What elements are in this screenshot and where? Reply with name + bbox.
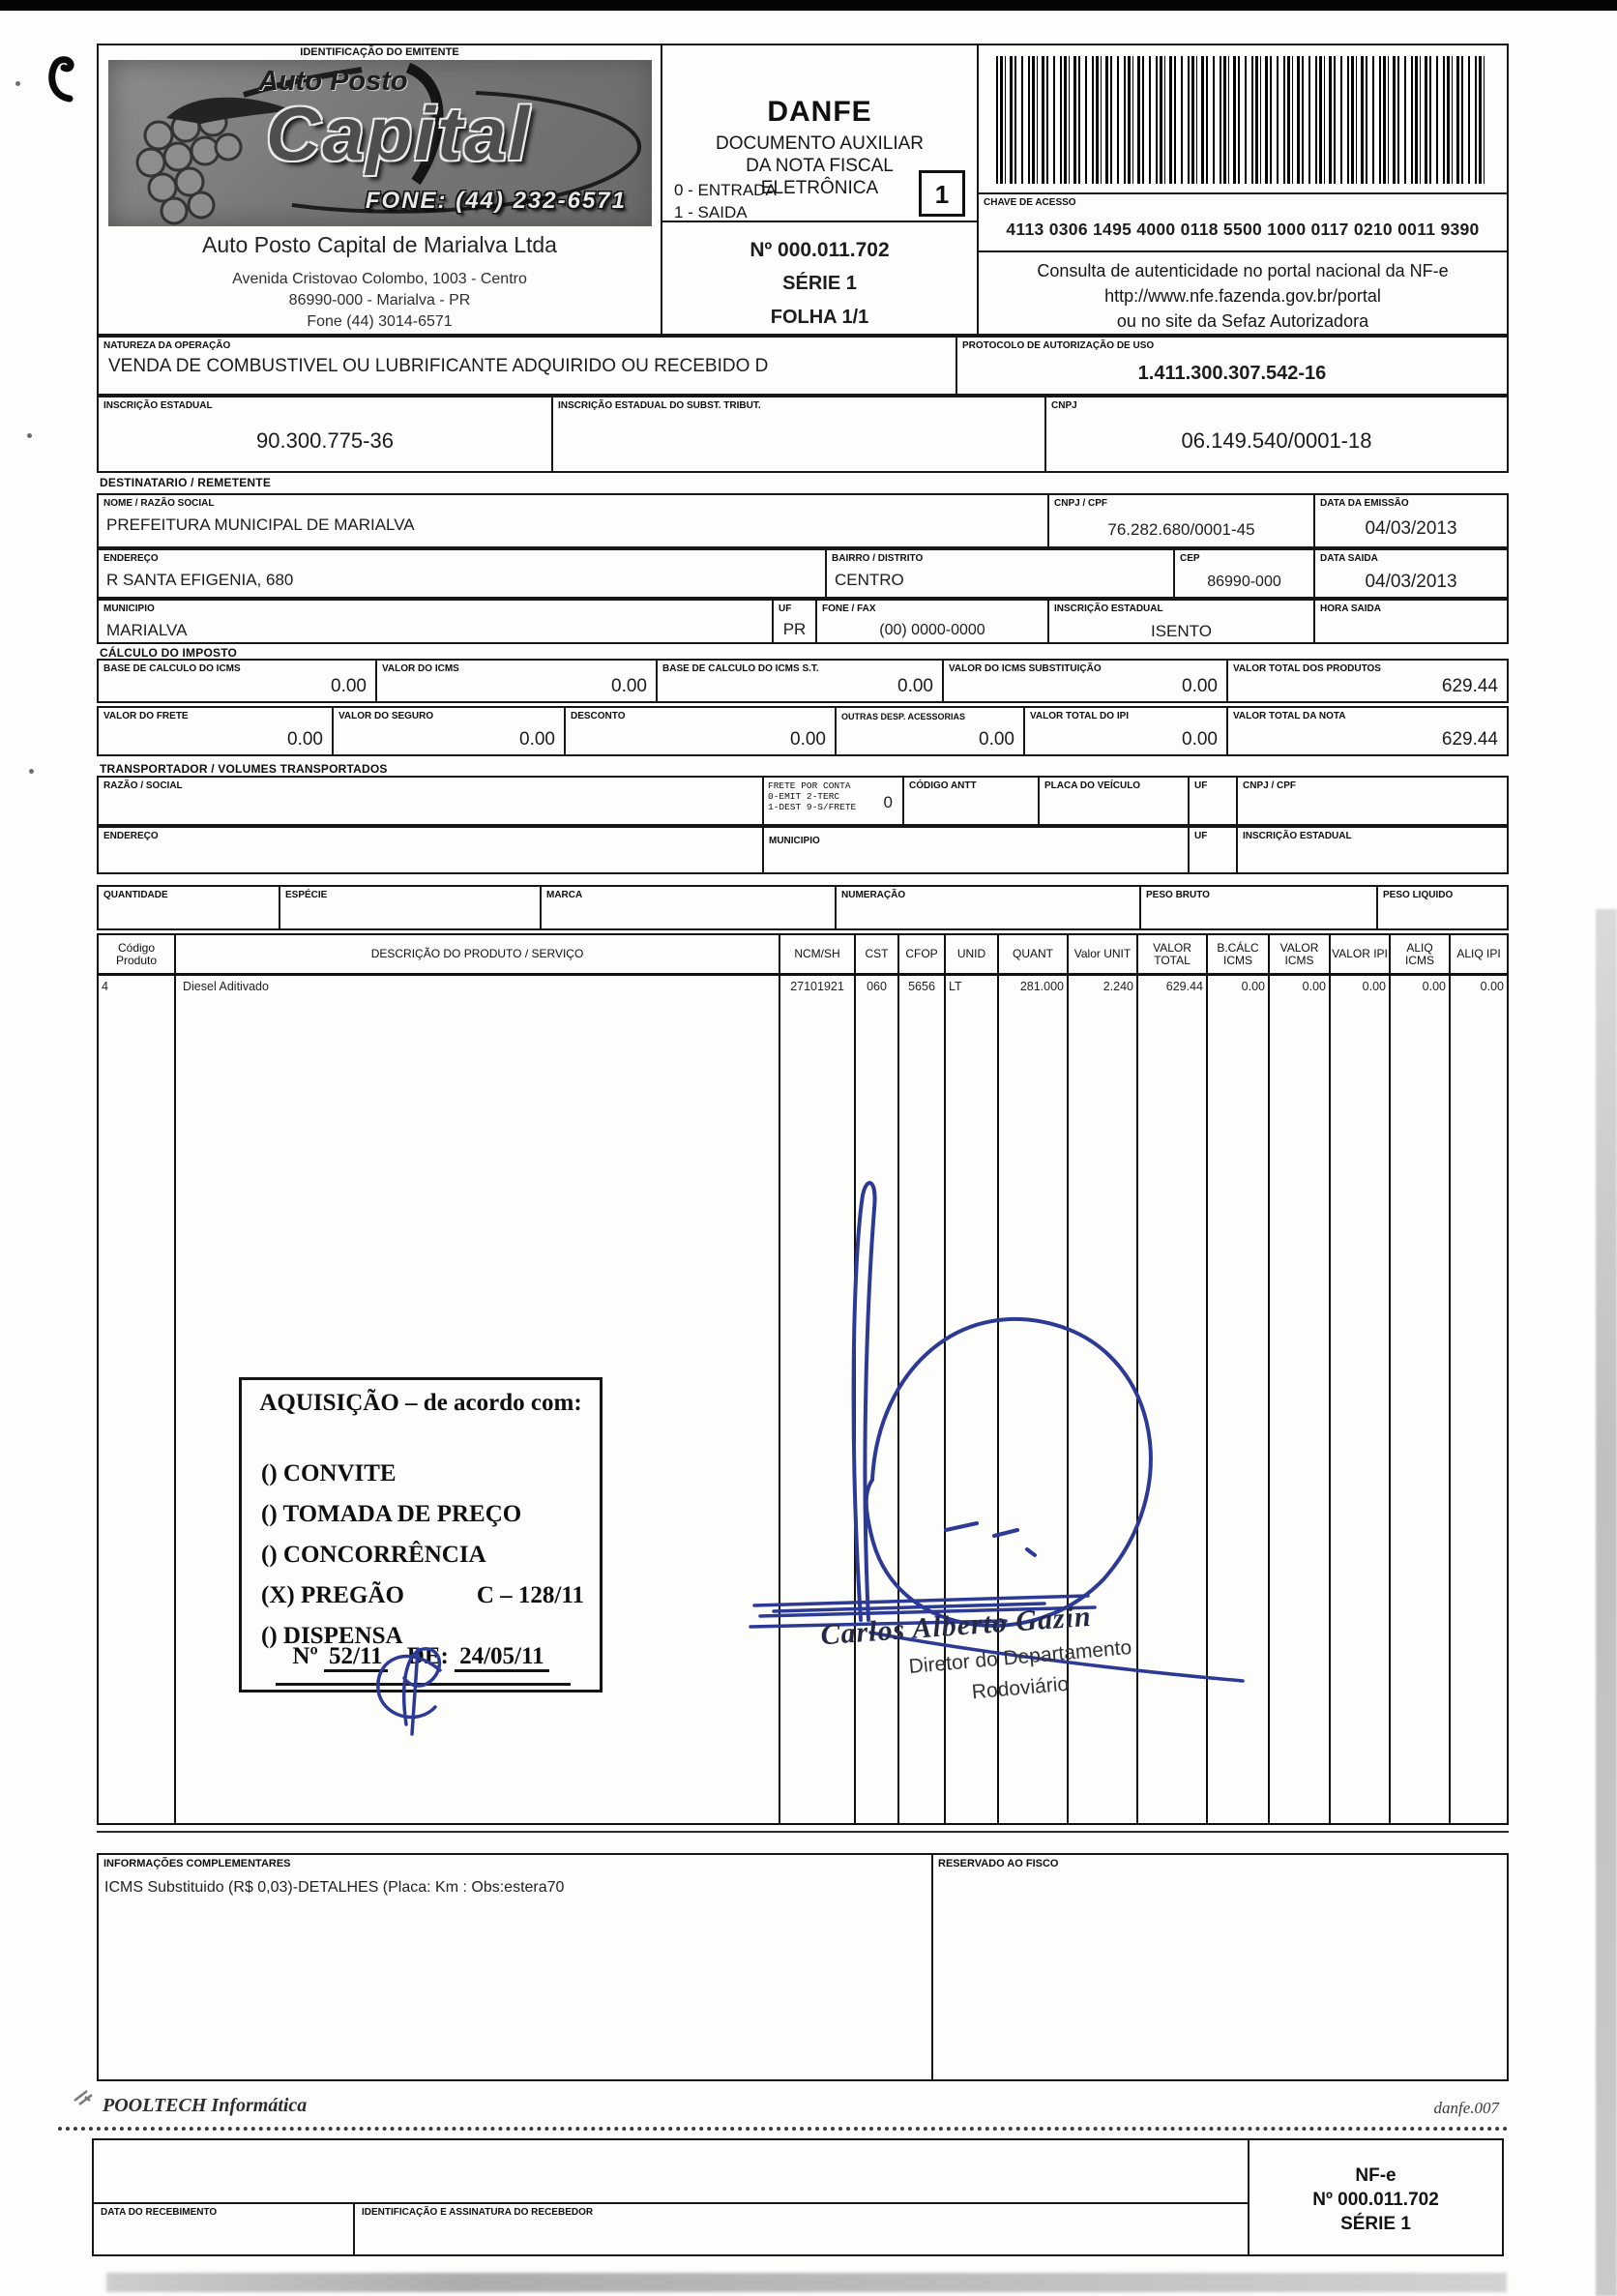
cnpj-box: [1044, 396, 1509, 473]
stamp-num-value: 52/11: [324, 1643, 388, 1672]
dest-bairro-value: CENTRO: [835, 571, 904, 589]
pooltech-logo-icon: [72, 2087, 97, 2108]
imposto-bc-icms-box: [97, 659, 377, 703]
software-vendor: POOLTECH Informática: [103, 2095, 308, 2116]
stamp-option-pregao: [261, 1575, 590, 1616]
dest-uf-value: PR: [782, 620, 807, 638]
danfe-template-ref: danfe.007: [1433, 2099, 1499, 2117]
imposto-bc-icms-st-label: BASE DE CALCULO DO ICMS S.T.: [662, 663, 819, 674]
transp-placa-box: [1038, 776, 1190, 826]
dest-ie-box: [1047, 599, 1315, 644]
info-complementares-label: INFORMAÇÕES COMPLEMENTARES: [103, 1858, 291, 1869]
stamp-pregao-extra: C – 128/11: [476, 1582, 584, 1608]
cell-bcalc-icms: 0.00: [1208, 976, 1270, 1823]
stamp-option-pregao-label: (X) PREGÃO: [261, 1582, 404, 1608]
canhoto-box: [92, 2138, 1504, 2256]
canhoto-nfe-serie: SÉRIE 1: [1340, 2214, 1411, 2234]
ie-subst-label: INSCRIÇÃO ESTADUAL DO SUBST. TRIBUT.: [558, 400, 761, 411]
ie-subst-box: [551, 396, 1046, 473]
col-header-cfop: CFOP: [899, 935, 946, 973]
stamp-option-tomada: () TOMADA DE PREÇO: [261, 1501, 522, 1527]
info-complementares-text: ICMS Substituido (R$ 0,03)-DETALHES (Placa: Km : Obs:estera70: [104, 1879, 565, 1896]
transp-especie-box: [279, 885, 542, 930]
transportador-section-title: TRANSPORTADOR / VOLUMES TRANSPORTADOS: [100, 762, 388, 776]
col-header-aliq-icms: ALIQ ICMS: [1391, 935, 1451, 973]
col-header-descricao: DESCRIÇÃO DO PRODUTO / SERVIÇO: [176, 935, 780, 973]
logo-phone: FONE: (44) 232-6571: [365, 188, 627, 214]
transp-frete-line2: 1-DEST 9-S/FRETE: [768, 802, 857, 812]
signature-name: Carlos Alberto Gazin: [819, 1600, 1093, 1652]
imposto-total-ipi-box: [1023, 706, 1228, 756]
dest-endereco-value: R SANTA EFIGENIA, 680: [106, 571, 294, 589]
imposto-seguro-box: [332, 706, 566, 756]
barcode: [996, 56, 1487, 184]
dest-endereco-label: ENDEREÇO: [103, 553, 159, 564]
transp-cnpj-box: [1236, 776, 1509, 826]
danfe-entrada: 0 - ENTRADA: [674, 181, 777, 199]
danfe-subtitle-1: DOCUMENTO AUXILIAR: [715, 133, 925, 154]
stamp-initials-ink: [348, 1639, 484, 1741]
reservado-fisco-label: RESERVADO AO FISCO: [938, 1858, 1059, 1869]
stamp-num-label: Nº: [292, 1643, 318, 1669]
col-header-codigo: Código Produto: [99, 935, 176, 973]
cnpj-label: CNPJ: [1051, 400, 1077, 411]
signature-role-line1: Diretor do Departamento: [907, 1635, 1133, 1679]
canhoto-vertical-divider: [353, 2202, 355, 2256]
cell-valor-unit: 2.240: [1069, 976, 1138, 1823]
transp-municipio-label: MUNICIPIO: [769, 836, 820, 846]
dest-cep-value: 86990-000: [1207, 574, 1281, 590]
cell-cst: 060: [856, 976, 899, 1823]
danfe-saida: 1 - SAIDA: [674, 203, 748, 221]
protocolo-box: [956, 336, 1509, 396]
consulta-box: [977, 250, 1509, 336]
dest-hora-box: [1313, 599, 1509, 644]
transp-peso-liquido-box: [1376, 885, 1509, 930]
transp-numeracao-label: NUMERAÇÃO: [841, 890, 906, 900]
dest-municipio-label: MUNICIPIO: [103, 603, 155, 614]
dest-nome-label: NOME / RAZÃO SOCIAL: [103, 498, 215, 509]
table-bottom-rule: [97, 1831, 1509, 1833]
imposto-seguro-label: VALOR DO SEGURO: [338, 711, 434, 721]
col-header-valor-ipi: VALOR IPI: [1331, 935, 1391, 973]
perforation-line: [58, 2127, 1509, 2131]
transp-endereco-label: ENDEREÇO: [103, 831, 159, 841]
transp-placa-label: PLACA DO VEÍCULO: [1044, 780, 1141, 791]
natureza-label: NATUREZA DA OPERAÇÃO: [103, 340, 231, 351]
scan-bottom-smudge: [106, 2273, 1507, 2292]
dest-saida-box: [1313, 548, 1509, 599]
cell-ncm: 27101921: [780, 976, 856, 1823]
imposto-total-nota-label: VALOR TOTAL DA NOTA: [1233, 711, 1346, 721]
transp-marca-box: [540, 885, 837, 930]
imposto-total-nota-value: 629.44: [1441, 729, 1498, 750]
emitter-name: Auto Posto Capital de Marialva Ltda: [202, 232, 557, 257]
danfe-tipo-box: 1: [919, 170, 965, 217]
chave-value: 4113 0306 1495 4000 0118 5500 1000 0117 0210 0011 9390: [1006, 220, 1480, 239]
col-header-ncm: NCM/SH: [780, 935, 856, 973]
dest-emissao-label: DATA DA EMISSÃO: [1320, 498, 1409, 509]
transp-qtd-box: [97, 885, 280, 930]
transp-endereco-box: [97, 826, 764, 874]
canhoto-nfe-block: [1248, 2164, 1504, 2236]
col-header-valor-total: VALOR TOTAL: [1138, 935, 1208, 973]
natureza-box: [97, 336, 957, 396]
imposto-desconto-box: [564, 706, 837, 756]
transp-frete-box: [762, 776, 904, 826]
danfe-title: DANFE: [767, 96, 872, 128]
dest-municipio-value: MARIALVA: [106, 621, 188, 639]
danfe-subtitle-3: ELETRÔNICA: [760, 178, 879, 198]
stamp-options: [261, 1454, 590, 1657]
danfe-numero: Nº 000.011.702: [750, 239, 890, 261]
canhoto-data-label: DATA DO RECEBIMENTO: [101, 2207, 218, 2218]
emitter-address: [97, 269, 662, 333]
stamp-option-convite: () CONVITE: [261, 1460, 397, 1487]
dest-cep-label: CEP: [1180, 553, 1200, 564]
chave-label: CHAVE DE ACESSO: [984, 197, 1076, 208]
imposto-seguro-value: 0.00: [519, 729, 555, 750]
consulta-line1: Consulta de autenticidade no portal nacional da NF-e: [1037, 261, 1449, 280]
cell-valor-total: 629.44: [1138, 976, 1208, 1823]
transp-antt-label: CÓDIGO ANTT: [909, 780, 977, 791]
imposto-section-title: CÁLCULO DO IMPOSTO: [100, 646, 238, 660]
transp-uf2-label: UF: [1194, 831, 1208, 841]
cell-quant: 281.000: [999, 976, 1069, 1823]
transp-marca-label: MARCA: [546, 890, 583, 900]
cell-codigo: 4: [99, 976, 176, 1823]
imposto-bc-icms-st-box: [656, 659, 944, 703]
imposto-total-produtos-box: [1226, 659, 1509, 703]
dest-hora-label: HORA SAIDA: [1320, 603, 1381, 614]
col-header-aliq-ipi: ALIQ IPI: [1456, 947, 1501, 960]
protocolo-value: 1.411.300.307.542-16: [1137, 363, 1327, 384]
imposto-desconto-label: DESCONTO: [571, 711, 626, 721]
consulta-text: [979, 252, 1507, 334]
transp-frete-value: 0: [883, 793, 893, 811]
dest-nome-value: PREFEITURA MUNICIPAL DE MARIALVA: [106, 515, 415, 534]
cell-valor-ipi: 0.00: [1331, 976, 1391, 1823]
cell-descricao: Diesel Aditivado: [176, 976, 780, 1823]
reservado-fisco-box: [931, 1853, 1509, 2081]
imposto-bc-icms-label: BASE DE CALCULO DO ICMS: [103, 663, 241, 674]
danfe-divider: [662, 221, 977, 222]
transp-peso-bruto-label: PESO BRUTO: [1146, 890, 1210, 900]
dest-municipio-box: [97, 599, 774, 644]
imposto-valor-icms-box: [375, 659, 658, 703]
transp-especie-label: ESPÉCIE: [285, 890, 328, 900]
scan-speck: [27, 433, 32, 438]
imposto-valor-icms-value: 0.00: [611, 676, 647, 696]
transp-razao-label: RAZÃO / SOCIAL: [103, 780, 183, 791]
danfe-serie: SÉRIE 1: [782, 273, 857, 294]
dest-cep-box: [1173, 548, 1315, 599]
transp-ie-label: INSCRIÇÃO ESTADUAL: [1243, 831, 1352, 841]
consulta-line2: http://www.nfe.fazenda.gov.br/portal: [1104, 286, 1381, 306]
transp-qtd-label: QUANTIDADE: [103, 890, 168, 900]
col-header-quant: QUANT: [999, 935, 1069, 973]
transp-uf-box: [1188, 776, 1238, 826]
imposto-bc-icms-st-value: 0.00: [897, 676, 933, 696]
imposto-total-ipi-label: VALOR TOTAL DO IPI: [1030, 711, 1130, 721]
transp-uf2-box: [1188, 826, 1238, 874]
imposto-icms-subst-value: 0.00: [1182, 676, 1218, 696]
dest-cnpj-label: CNPJ / CPF: [1054, 498, 1108, 509]
dest-endereco-box: [97, 548, 827, 599]
logo-brand-main: Capital: [265, 91, 532, 176]
emitter-address-line1: Avenida Cristovao Colombo, 1003 - Centro: [232, 271, 527, 287]
imposto-total-produtos-value: 629.44: [1441, 676, 1498, 696]
imposto-outras-label: OUTRAS DESP. ACESSORIAS: [841, 712, 966, 721]
dest-bairro-box: [825, 548, 1175, 599]
col-header-valor-unit: Valor UNIT: [1069, 935, 1138, 973]
canhoto-divider: [94, 2202, 1250, 2204]
info-complementares-box: [97, 1853, 933, 2081]
stamp-de-label: DE:: [406, 1643, 449, 1669]
transp-ie-box: [1236, 826, 1509, 874]
dest-ie-label: INSCRIÇÃO ESTADUAL: [1054, 603, 1163, 614]
cell-cfop: 5656: [899, 976, 946, 1823]
imposto-frete-label: VALOR DO FRETE: [103, 711, 189, 721]
canhoto-nfe-title: NF-e: [1355, 2165, 1396, 2186]
signature-role-line2: Rodoviário: [970, 1672, 1070, 1704]
signature-ink: [716, 1151, 1277, 1731]
col-header-cst: CST: [856, 935, 899, 973]
danfe-folha: FOLHA 1/1: [770, 307, 869, 328]
dest-uf-box: [772, 599, 817, 644]
logo-brand-top: Auto Posto: [258, 66, 408, 97]
transp-antt-box: [902, 776, 1040, 826]
cell-valor-icms: 0.00: [1270, 976, 1331, 1823]
transp-frete-line1: 0-EMIT 2-TERC: [768, 791, 840, 802]
imposto-frete-box: [97, 706, 334, 756]
imposto-valor-icms-label: VALOR DO ICMS: [382, 663, 459, 674]
canhoto-nfe-numero: Nº 000.011.702: [1312, 2190, 1439, 2210]
dest-cnpj-box: [1047, 493, 1315, 548]
produtos-header-row: [99, 935, 1507, 976]
transp-numeracao-box: [835, 885, 1141, 930]
dest-fone-box: [815, 599, 1049, 644]
dest-saida-label: DATA SAIDA: [1320, 553, 1378, 564]
dest-saida-value: 04/03/2013: [1365, 572, 1457, 592]
dest-fone-value: (00) 0000-0000: [879, 622, 985, 638]
natureza-value: VENDA DE COMBUSTIVEL OU LUBRIFICANTE ADQUIRIDO OU RECEBIDO D: [108, 356, 769, 376]
dest-ie-value: ISENTO: [1151, 622, 1212, 640]
ie-label: INSCRIÇÃO ESTADUAL: [103, 400, 213, 411]
imposto-icms-subst-label: VALOR DO ICMS SUBSTITUIÇÃO: [949, 663, 1102, 674]
stamp-title: AQUISIÇÃO – de acordo com:: [259, 1390, 582, 1416]
ie-value: 90.300.775-36: [256, 428, 394, 453]
transp-peso-bruto-box: [1139, 885, 1378, 930]
cell-aliq-icms: 0.00: [1391, 976, 1451, 1823]
col-header-unid: UNID: [946, 935, 999, 973]
stamp-option-dispensa: () DISPENSA: [261, 1623, 403, 1649]
dest-uf-label: UF: [779, 603, 792, 614]
emitter-address-line2: 86990-000 - Marialva - PR: [288, 292, 471, 309]
col-header-valor-icms: VALOR ICMS: [1270, 935, 1331, 973]
emitter-section-label: IDENTIFICAÇÃO DO EMITENTE: [300, 46, 459, 58]
transp-razao-box: [97, 776, 764, 826]
ie-box: [97, 396, 553, 473]
canhoto-ident-label: IDENTIFICAÇÃO E ASSINATURA DO RECEBEDOR: [362, 2207, 594, 2218]
transp-municipio-box: [762, 826, 1190, 874]
dest-fone-label: FONE / FAX: [822, 603, 876, 614]
dest-emissao-box: [1313, 493, 1509, 548]
protocolo-label: PROTOCOLO DE AUTORIZAÇÃO DE USO: [962, 340, 1155, 351]
transp-cnpj-label: CNPJ / CPF: [1243, 780, 1297, 791]
imposto-total-produtos-label: VALOR TOTAL DOS PRODUTOS: [1233, 663, 1381, 674]
dest-emissao-value: 04/03/2013: [1365, 518, 1457, 539]
stamp-option-concorrencia: () CONCORRÊNCIA: [261, 1542, 486, 1568]
consulta-line3: ou no site da Sefaz Autorizadora: [1116, 311, 1369, 331]
dest-nome-box: [97, 493, 1049, 548]
cnpj-value: 06.149.540/0001-18: [1181, 428, 1372, 453]
scan-top-black-band: [0, 0, 1617, 11]
destinatario-section-title: DESTINATARIO / REMETENTE: [100, 476, 272, 489]
danfe-subtitle-2: DA NOTA FISCAL: [746, 156, 894, 176]
dest-bairro-label: BAIRRO / DISTRITO: [832, 553, 924, 564]
emitter-address-line3: Fone (44) 3014-6571: [307, 313, 453, 330]
imposto-total-ipi-value: 0.00: [1182, 729, 1218, 750]
imposto-outras-value: 0.00: [979, 729, 1014, 750]
imposto-frete-value: 0.00: [287, 729, 323, 750]
scan-speck: [29, 769, 34, 774]
chave-box: [977, 192, 1509, 252]
dest-cnpj-value: 76.282.680/0001-45: [1107, 520, 1255, 539]
scan-hook-mark: [43, 56, 75, 103]
transp-uf-label: UF: [1194, 780, 1208, 791]
imposto-total-nota-box: [1226, 706, 1509, 756]
emitter-logo: [108, 60, 652, 226]
transp-peso-liquido-label: PESO LIQUIDO: [1383, 890, 1454, 900]
col-header-bcalc-icms: B.CÁLC ICMS: [1208, 935, 1270, 973]
cell-aliq-ipi: 0.00: [1480, 980, 1504, 993]
imposto-desconto-value: 0.00: [790, 729, 826, 750]
imposto-outras-box: [835, 706, 1025, 756]
scan-right-shadow: [1596, 909, 1617, 2296]
imposto-icms-subst-box: [942, 659, 1228, 703]
imposto-bc-icms-value: 0.00: [331, 676, 367, 696]
scan-speck: [15, 81, 20, 86]
cell-unid: LT: [946, 976, 999, 1823]
transp-frete-label: FRETE POR CONTA: [768, 780, 851, 791]
stamp-de-value: 24/05/11: [455, 1643, 549, 1672]
